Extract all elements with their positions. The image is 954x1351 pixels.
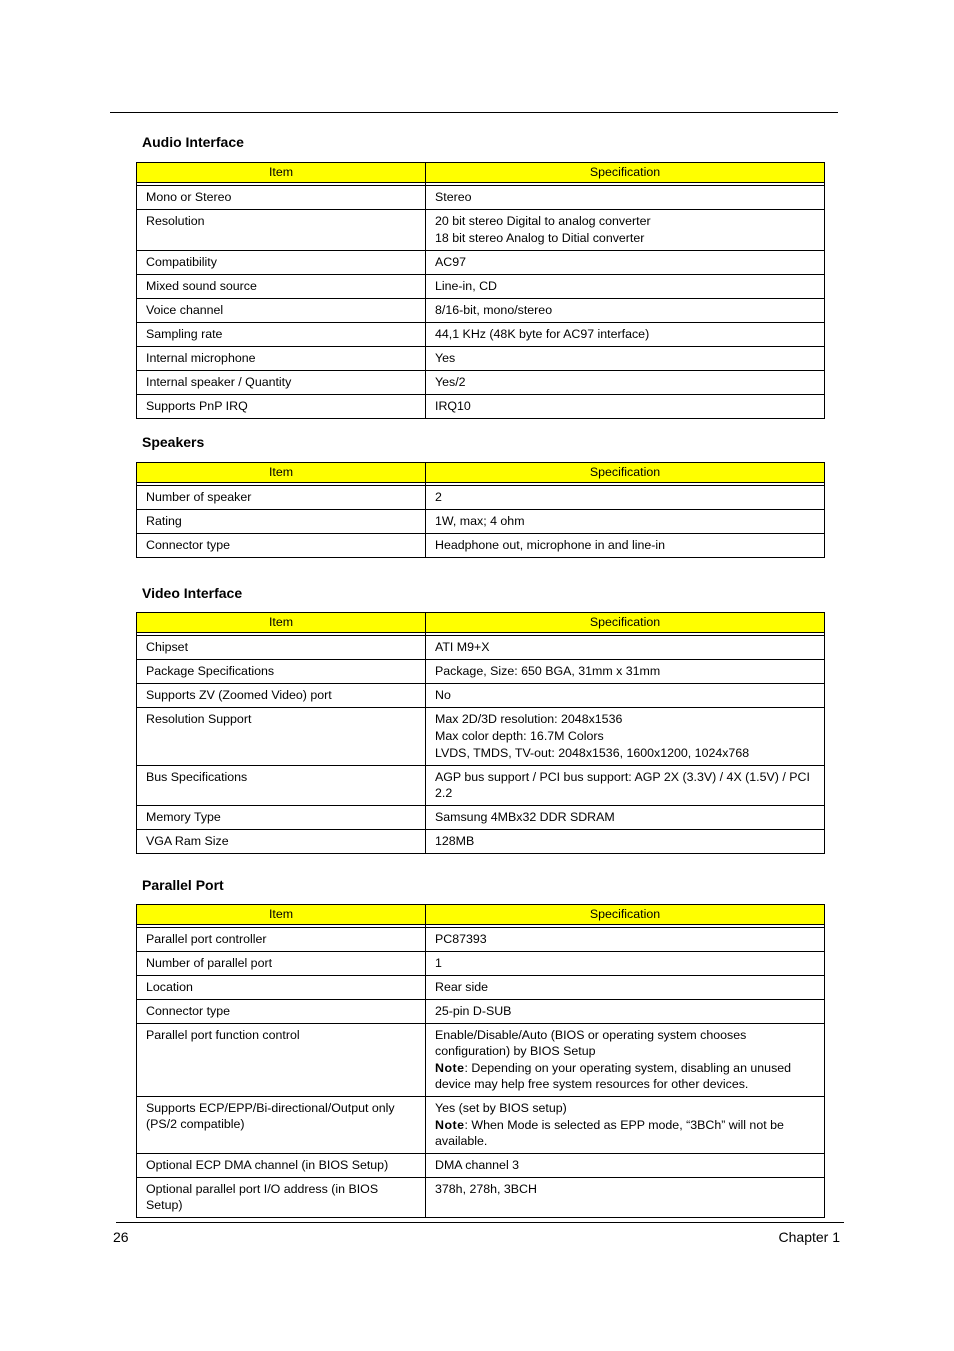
table-row — [137, 186, 825, 210]
video-spec-table — [136, 612, 825, 854]
table-row — [137, 952, 825, 976]
item-cell: Number of speaker — [137, 486, 426, 510]
audio-interface-section — [136, 133, 824, 419]
specification-cell — [426, 928, 825, 952]
table-row — [137, 275, 825, 299]
spec-line: 44,1 KHz (48K byte for AC97 interface) — [435, 327, 650, 341]
item-cell: Bus Specifications — [137, 766, 426, 806]
table-row — [137, 395, 825, 419]
item-cell: Internal speaker / Quantity — [137, 371, 426, 395]
table-row — [137, 299, 825, 323]
item-cell: Parallel port function control — [137, 1024, 426, 1097]
spec-line: LVDS, TMDS, TV-out: 2048x1536, 1600x1200, 1024x768 — [435, 746, 750, 760]
item-cell: Chipset — [137, 636, 426, 660]
item-cell: Supports PnP IRQ — [137, 395, 426, 419]
spec-line: Rear side — [435, 980, 489, 994]
specification-cell — [426, 806, 825, 830]
spec-line: Max color depth: 16.7M Colors — [435, 729, 604, 743]
spec-line: 128MB — [435, 834, 475, 848]
item-cell: Supports ECP/EPP/Bi-directional/Output only (PS/2 compatible) — [137, 1097, 426, 1154]
table-row — [137, 684, 825, 708]
speakers-spec-table — [136, 462, 825, 558]
item-cell: Internal microphone — [137, 347, 426, 371]
specification-cell — [426, 510, 825, 534]
table-row — [137, 486, 825, 510]
specification-cell — [426, 684, 825, 708]
table-row — [137, 534, 825, 558]
specification-cell — [426, 299, 825, 323]
specification-cell — [426, 830, 825, 854]
column-header-specification: Specification — [426, 163, 825, 183]
page-number: 26 — [113, 1229, 129, 1245]
specification-cell — [426, 275, 825, 299]
spec-line: 1W, max; 4 ohm — [435, 514, 525, 528]
table-row — [137, 210, 825, 251]
spec-line: Max 2D/3D resolution: 2048x1536 — [435, 712, 623, 726]
item-cell: Sampling rate — [137, 323, 426, 347]
section-title: Video Interface — [142, 585, 243, 601]
table-row — [137, 660, 825, 684]
table-row — [137, 830, 825, 854]
specification-cell — [426, 323, 825, 347]
specification-cell — [426, 766, 825, 806]
specification-cell — [426, 486, 825, 510]
note-line — [435, 1060, 815, 1092]
specification-cell — [426, 395, 825, 419]
spec-line: DMA channel 3 — [435, 1158, 520, 1172]
spec-line: Headphone out, microphone in and line-in — [435, 538, 666, 552]
table-row — [137, 766, 825, 806]
spec-line: Enable/Disable/Auto (BIOS or operating system chooses configuration) by BIOS Setup — [435, 1028, 747, 1058]
table-row — [137, 510, 825, 534]
table-row — [137, 1178, 825, 1218]
spec-line: 8/16-bit, mono/stereo — [435, 303, 553, 317]
item-cell: Resolution Support — [137, 708, 426, 766]
specification-cell — [426, 636, 825, 660]
item-cell: Mixed sound source — [137, 275, 426, 299]
note-label: Note — [435, 1061, 465, 1075]
item-cell: Memory Type — [137, 806, 426, 830]
spec-line: Yes (set by BIOS setup) — [435, 1101, 567, 1115]
specification-cell — [426, 534, 825, 558]
column-header-item: Item — [137, 463, 426, 483]
speakers-section — [136, 433, 824, 558]
table-row — [137, 976, 825, 1000]
specification-cell — [426, 1178, 825, 1218]
item-cell: Package Specifications — [137, 660, 426, 684]
item-cell: Voice channel — [137, 299, 426, 323]
spec-line: Package, Size: 650 BGA, 31mm x 31mm — [435, 664, 661, 678]
section-title: Speakers — [142, 434, 205, 450]
spec-line: AGP bus support / PCI bus support: AGP 2X (3.3V) / 4X (1.5V) / PCI 2.2 — [435, 770, 810, 800]
spec-line: 378h, 278h, 3BCH — [435, 1182, 537, 1196]
section-title: Audio Interface — [142, 134, 244, 150]
specification-cell — [426, 186, 825, 210]
item-cell: Resolution — [137, 210, 426, 251]
spec-line: Yes/2 — [435, 375, 466, 389]
section-title: Parallel Port — [142, 877, 224, 893]
specification-cell — [426, 1024, 825, 1097]
column-header-specification: Specification — [426, 463, 825, 483]
item-cell: Parallel port controller — [137, 928, 426, 952]
table-row — [137, 1154, 825, 1178]
spec-line: Stereo — [435, 190, 472, 204]
chapter-label: Chapter 1 — [778, 1229, 840, 1245]
item-cell: Supports ZV (Zoomed Video) port — [137, 684, 426, 708]
table-row — [137, 371, 825, 395]
specification-cell — [426, 660, 825, 684]
table-row — [137, 1097, 825, 1154]
table-row — [137, 928, 825, 952]
parallel-spec-table — [136, 904, 825, 1218]
audio-spec-table — [136, 162, 825, 419]
specification-cell — [426, 210, 825, 251]
specification-cell — [426, 952, 825, 976]
specification-cell — [426, 1000, 825, 1024]
note-text: : When Mode is selected as EPP mode, “3BCh” will not be available. — [435, 1118, 784, 1148]
item-cell: Compatibility — [137, 251, 426, 275]
specification-cell — [426, 708, 825, 766]
table-row — [137, 323, 825, 347]
specification-cell — [426, 251, 825, 275]
spec-line: No — [435, 688, 451, 702]
specification-cell — [426, 1097, 825, 1154]
table-row — [137, 708, 825, 766]
note-text: : Depending on your operating system, disabling an unused device may help free system resources for other devices. — [435, 1061, 792, 1091]
column-header-item: Item — [137, 905, 426, 925]
item-cell: Mono or Stereo — [137, 186, 426, 210]
spec-line: 2 — [435, 490, 442, 504]
footer-rule — [116, 1222, 844, 1223]
table-row — [137, 1000, 825, 1024]
table-row — [137, 251, 825, 275]
spec-line: AC97 — [435, 255, 466, 269]
spec-line: ATI M9+X — [435, 640, 490, 654]
column-header-item: Item — [137, 613, 426, 633]
item-cell: Optional parallel port I/O address (in BIOS Setup) — [137, 1178, 426, 1218]
table-row — [137, 347, 825, 371]
note-label: Note — [435, 1118, 465, 1132]
item-cell: Number of parallel port — [137, 952, 426, 976]
specification-cell — [426, 1154, 825, 1178]
item-cell: Optional ECP DMA channel (in BIOS Setup) — [137, 1154, 426, 1178]
item-cell: Location — [137, 976, 426, 1000]
specification-cell — [426, 976, 825, 1000]
column-header-item: Item — [137, 163, 426, 183]
table-row — [137, 636, 825, 660]
header-rule — [110, 112, 838, 113]
note-line — [435, 1117, 815, 1149]
column-header-specification: Specification — [426, 905, 825, 925]
spec-line: PC87393 — [435, 932, 487, 946]
spec-line: 18 bit stereo Analog to Ditial converter — [435, 231, 645, 245]
spec-line: 1 — [435, 956, 442, 970]
item-cell: Connector type — [137, 1000, 426, 1024]
table-row — [137, 1024, 825, 1097]
item-cell: VGA Ram Size — [137, 830, 426, 854]
spec-line: 20 bit stereo Digital to analog converter — [435, 214, 651, 228]
specification-cell — [426, 347, 825, 371]
video-interface-section — [136, 584, 824, 854]
item-cell: Connector type — [137, 534, 426, 558]
spec-line: Samsung 4MBx32 DDR SDRAM — [435, 810, 615, 824]
spec-line: Yes — [435, 351, 456, 365]
specification-cell — [426, 371, 825, 395]
item-cell: Rating — [137, 510, 426, 534]
table-row — [137, 806, 825, 830]
parallel-port-section — [136, 876, 824, 1218]
column-header-specification: Specification — [426, 613, 825, 633]
spec-line: 25-pin D-SUB — [435, 1004, 512, 1018]
spec-line: Line-in, CD — [435, 279, 497, 293]
spec-line: IRQ10 — [435, 399, 471, 413]
